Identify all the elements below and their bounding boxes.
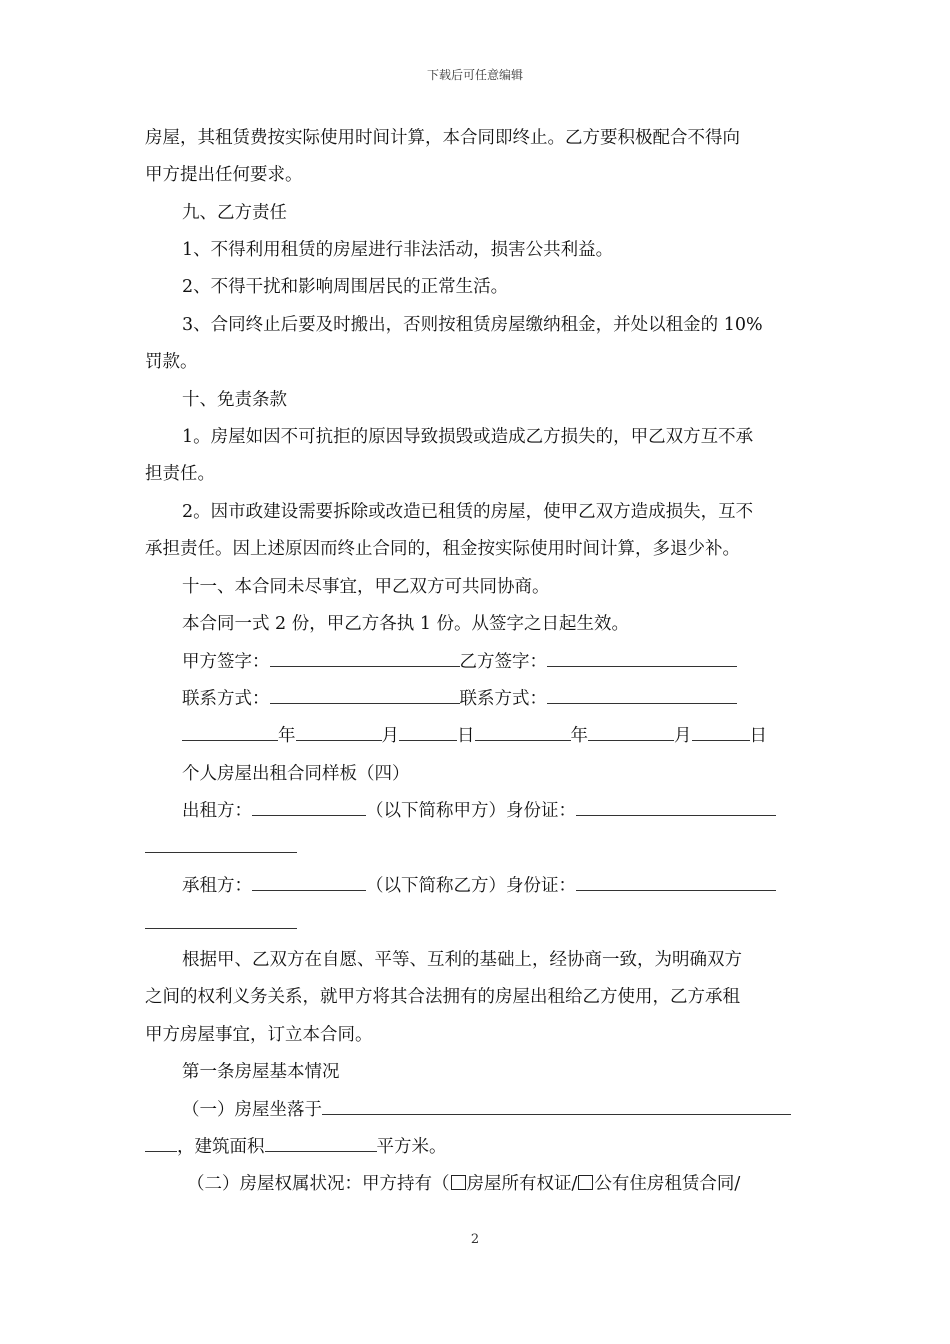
- area-blank[interactable]: [265, 1135, 377, 1152]
- location-blank-2[interactable]: [145, 1135, 177, 1152]
- paragraph-line: 甲方房屋事宜，订立本合同。: [145, 1025, 373, 1045]
- location-row: [182, 1098, 791, 1122]
- signature-row: [182, 650, 737, 674]
- area-label: ，建筑面积: [177, 1137, 265, 1157]
- checkbox-property-certificate[interactable]: [451, 1175, 466, 1190]
- paragraph-line: 房屋，其租赁费按实际使用时间计算，本合同即终止。乙方要积极配合不得向: [145, 128, 740, 148]
- clause-line: 承担责任。因上述原因而终止合同的，租金按实际使用时间计算，多退少补。: [145, 539, 740, 559]
- month-a-blank[interactable]: [296, 724, 382, 741]
- sign-b-blank[interactable]: [547, 650, 737, 667]
- year-label: 年: [570, 726, 588, 746]
- contact-a-blank[interactable]: [270, 687, 460, 704]
- paragraph-line: 甲方提出任何要求。: [145, 165, 303, 185]
- section-heading: 十、免责条款: [182, 390, 287, 410]
- contact-b-blank[interactable]: [547, 687, 737, 704]
- page-number: 2: [470, 1232, 480, 1247]
- section-heading: 九、乙方责任: [182, 203, 287, 223]
- clause-line: 1。房屋如因不可抗拒的原因导致损毁或造成乙方损失的，甲乙双方互不承: [182, 427, 754, 447]
- ownership-option-1: 房屋所有权证/: [466, 1174, 578, 1194]
- clause-line: 3、合同终止后要及时搬出，否则按租赁房屋缴纳租金，并处以租金的 10%: [182, 315, 763, 335]
- year-label: 年: [278, 726, 296, 746]
- clause-line: 2、不得干扰和影响周围居民的正常生活。: [182, 277, 509, 297]
- contract-title: 个人房屋出租合同样板（四）: [182, 764, 410, 784]
- sign-a-label: 甲方签字：: [182, 652, 270, 672]
- lessee-id-continued: [145, 912, 297, 936]
- clause-line: 担责任。: [145, 464, 215, 484]
- lessor-abbr: （以下简称甲方）身份证：: [366, 801, 576, 821]
- day-a-blank[interactable]: [399, 724, 457, 741]
- month-label: 月: [381, 726, 399, 746]
- sign-b-label: 乙方签字：: [459, 652, 547, 672]
- article-heading: 第一条房屋基本情况: [182, 1062, 340, 1082]
- lessee-abbr: （以下简称乙方）身份证：: [366, 876, 576, 896]
- lessor-name-blank[interactable]: [252, 799, 366, 816]
- lessee-id-blank-2[interactable]: [145, 912, 297, 929]
- year-a-blank[interactable]: [182, 724, 278, 741]
- month-b-blank[interactable]: [588, 724, 674, 741]
- date-row: [182, 724, 767, 748]
- sign-a-blank[interactable]: [270, 650, 460, 667]
- lessee-name-blank[interactable]: [252, 874, 366, 891]
- contact-row: [182, 687, 737, 711]
- lessee-row: [182, 874, 776, 898]
- day-label: 日: [749, 726, 767, 746]
- contact-b-label: 联系方式：: [459, 689, 547, 709]
- clause-line: 2。因市政建设需要拆除或改造已租赁的房屋，使甲乙双方造成损失，互不: [182, 502, 754, 522]
- contact-a-label: 联系方式：: [182, 689, 270, 709]
- ownership-option-2: 公有住房租赁合同/: [594, 1174, 741, 1194]
- lessor-row: [182, 799, 776, 823]
- day-b-blank[interactable]: [692, 724, 750, 741]
- lessor-id-blank[interactable]: [576, 799, 776, 816]
- day-label: 日: [457, 726, 475, 746]
- location-blank[interactable]: [322, 1098, 791, 1115]
- lessor-id-blank-2[interactable]: [145, 836, 297, 853]
- page-header-note: 下载后可任意编辑: [426, 68, 523, 82]
- clause-line: 十一、本合同未尽事宜，甲乙双方可共同协商。: [182, 577, 550, 597]
- location-label: （一）房屋坐落于: [182, 1100, 322, 1120]
- lessor-id-continued: [145, 836, 297, 860]
- ownership-row: [187, 1172, 740, 1196]
- lessee-label: 承租方：: [182, 876, 252, 896]
- checkbox-public-housing-lease[interactable]: [578, 1175, 593, 1190]
- ownership-label: （二）房屋权属状况：甲方持有（: [187, 1174, 450, 1194]
- clause-line: 罚款。: [145, 352, 198, 372]
- paragraph-line: 根据甲、乙双方在自愿、平等、互利的基础上，经协商一致，为明确双方: [182, 950, 742, 970]
- lessor-label: 出租方：: [182, 801, 252, 821]
- paragraph-line: 之间的权利义务关系，就甲方将其合法拥有的房屋出租给乙方使用，乙方承租: [145, 987, 740, 1007]
- year-b-blank[interactable]: [475, 724, 571, 741]
- lessee-id-blank[interactable]: [576, 874, 776, 891]
- clause-line: 1、不得利用租赁的房屋进行非法活动，损害公共利益。: [182, 240, 614, 260]
- area-row: [145, 1135, 447, 1159]
- area-unit: 平方米。: [376, 1137, 447, 1157]
- clause-line: 本合同一式 2 份，甲乙方各执 1 份。从签字之日起生效。: [182, 614, 630, 634]
- month-label: 月: [674, 726, 692, 746]
